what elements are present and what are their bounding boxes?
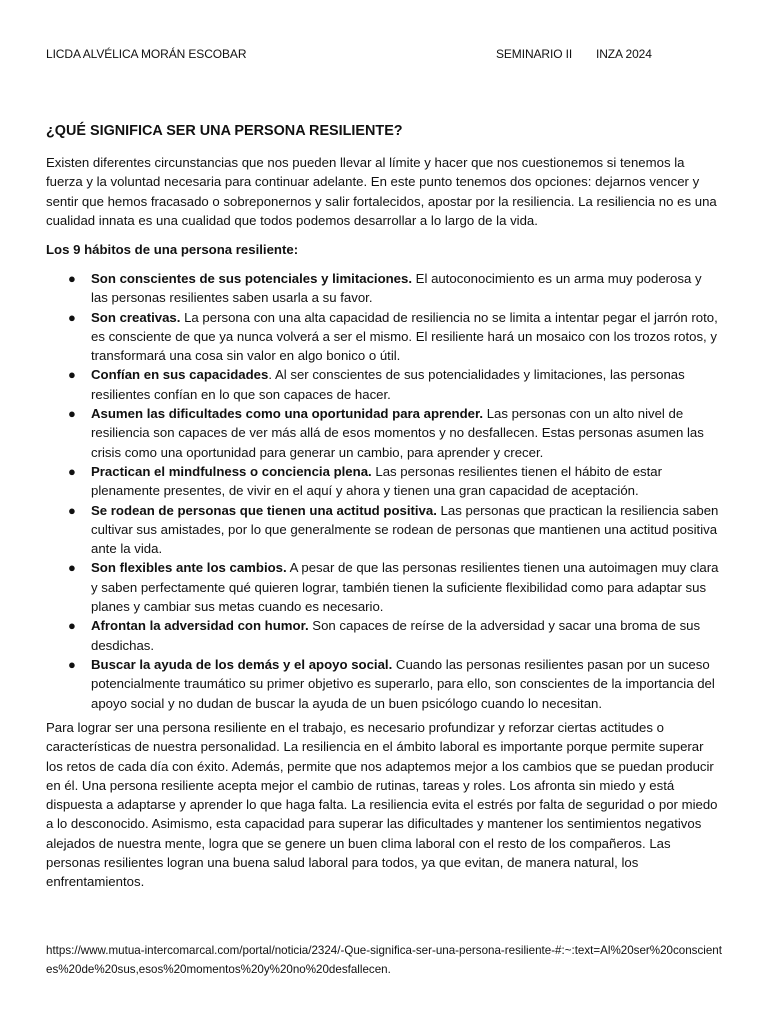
habit-description: A pesar de que las personas resilientes tienen una autoimagen muy clara y saben perfectamente qué quieren lograr, también tienen la suficiente flexibilidad como para adaptar sus planes y cambiar sus metas cuando es necesario.: [91, 560, 719, 615]
bullet-icon: ●: [68, 271, 76, 286]
habit-description: Las personas con un alto nivel de resiliencia son capaces de ver más allá de esos momentos y no desfallecen. Estas personas asumen las crisis como una oportunidad para generar un cambio, para aprender y crecer.: [91, 406, 704, 460]
habit-list-item: [46, 269, 722, 308]
habit-title: Practican el mindfulness o conciencia plena.: [91, 463, 372, 479]
habit-list-item: [46, 501, 722, 559]
habit-description: El autoconocimiento es un arma muy poderosa y las personas resilientes saben usarla a su favor.: [91, 271, 702, 306]
habit-list-item: [46, 365, 722, 404]
habit-description: Son capaces de reírse de la adversidad y sacar una broma de sus desdichas.: [91, 618, 701, 653]
habit-title: Son flexibles ante los cambios.: [91, 560, 287, 576]
intro-paragraph: Existen diferentes circunstancias que nos pueden llevar al límite y hacer que nos cuestionemos si tenemos la fuerza y la voluntad necesaria para continuar adelante. En este punto tenemos dos opciones: dejarnos vencer y sentir que hemos fracasado o sobreponernos y salir fortalecidos, apostar por la resiliencia. La resiliencia no es una cualidad innata es una cualidad que todos podemos desarrollar a lo largo de la vida.: [46, 155, 717, 228]
habit-description: Cuando las personas resilientes pasan por un suceso potencialmente traumático su primer objetivo es superarlo, para ello, son conscientes de la importancia del apoyo social y no dudan de buscar la ayuda de un buen psicólogo cuando lo necesitan.: [91, 656, 715, 711]
habit-title: Asumen las dificultades como una oportunidad para aprender.: [91, 406, 484, 422]
bullet-icon: ●: [68, 618, 76, 634]
habit-list-item: [46, 462, 722, 501]
habit-list-item: [46, 655, 722, 713]
bullet-icon: ●: [68, 656, 76, 672]
habit-title: Se rodean de personas que tienen una actitud positiva.: [91, 502, 437, 518]
habits-list-heading: Los 9 hábitos de una persona resiliente:: [46, 242, 299, 257]
header-course: SEMINARIO II: [496, 47, 573, 61]
habit-list-item: [46, 404, 722, 462]
habit-title: Confían en sus capacidades: [91, 367, 269, 383]
habits-list: [46, 269, 722, 713]
habit-description: . Al ser conscientes de sus potencialidades y limitaciones, las personas resilientes confían en lo que son capaces de hacer.: [91, 367, 685, 402]
habit-list-item: [46, 308, 722, 366]
header-institution-year: INZA 2024: [596, 47, 652, 61]
closing-paragraph: Para lograr ser una persona resiliente en el trabajo, es necesario profundizar y reforzar ciertas actitudes o características de nuestra personalidad. La resiliencia en el ámbito laboral es importante porque permite superar los retos de cada día con éxito. Además, permite que nos adaptemos mejor a los cambios que se puedan producir en él. Una persona resiliente acepta mejor el cambio de rutinas, tareas y roles. Los afronta sin miedo y está dispuesta a adaptarse y aprender lo que haga falta. La resiliencia evita el estrés por falta de seguridad o por miedo a lo desconocido. Asimismo, esta capacidad para superar las dificultades y mantener los sentimientos negativos alejados de nuestra mente, logra que se genere un buen clima laboral con el resto de los compañeros. Las personas resilientes logran una buena salud laboral para todos, ya que evitan, de manera natural, los enfrentamientos.: [46, 720, 718, 890]
source-link[interactable]: https://www.mutua-intercomarcal.com/portal/noticia/2324/-Que-significa-ser-una-persona-resiliente-#:~:text=Al%20ser%20conscientes%20de%20sus,esos%20momentos%20y%20no%20desfallecen.: [46, 944, 722, 976]
habit-title: Son creativas.: [91, 309, 181, 325]
habit-title: Buscar la ayuda de los demás y el apoyo social.: [91, 656, 393, 672]
habit-list-item: [46, 558, 722, 616]
bullet-icon: ●: [68, 367, 76, 383]
bullet-icon: ●: [68, 560, 76, 576]
bullet-icon: ●: [68, 502, 76, 518]
header-author: LICDA ALVÉLICA MORÁN ESCOBAR: [46, 47, 247, 61]
habit-description: Las personas que practican la resiliencia saben cultivar sus amistades, por lo que generalmente se rodean de personas que mantienen una actitud positiva ante la vida.: [91, 502, 719, 557]
habit-description: Las personas resilientes tienen el hábito de estar plenamente presentes, de vivir en el aquí y ahora y tienen una gran capacidad de aceptación.: [91, 463, 663, 499]
habit-list-item: [46, 616, 722, 655]
habit-title: Son conscientes de sus potenciales y limitaciones.: [91, 271, 413, 286]
habit-title: Afrontan la adversidad con humor.: [91, 618, 309, 634]
bullet-icon: ●: [68, 406, 76, 422]
habit-description: La persona con una alta capacidad de resiliencia no se limita a intentar pegar el jarrón roto, es consciente de que ya nunca volverá a ser el mismo. El resiliente hará un mosaico con los trozos rotos, y transformará una cosa sin valor en algo bonico o útil.: [91, 309, 718, 364]
bullet-icon: ●: [68, 463, 76, 479]
bullet-icon: ●: [68, 309, 76, 325]
document-title: ¿QUÉ SIGNIFICA SER UNA PERSONA RESILIENTE?: [46, 123, 403, 139]
